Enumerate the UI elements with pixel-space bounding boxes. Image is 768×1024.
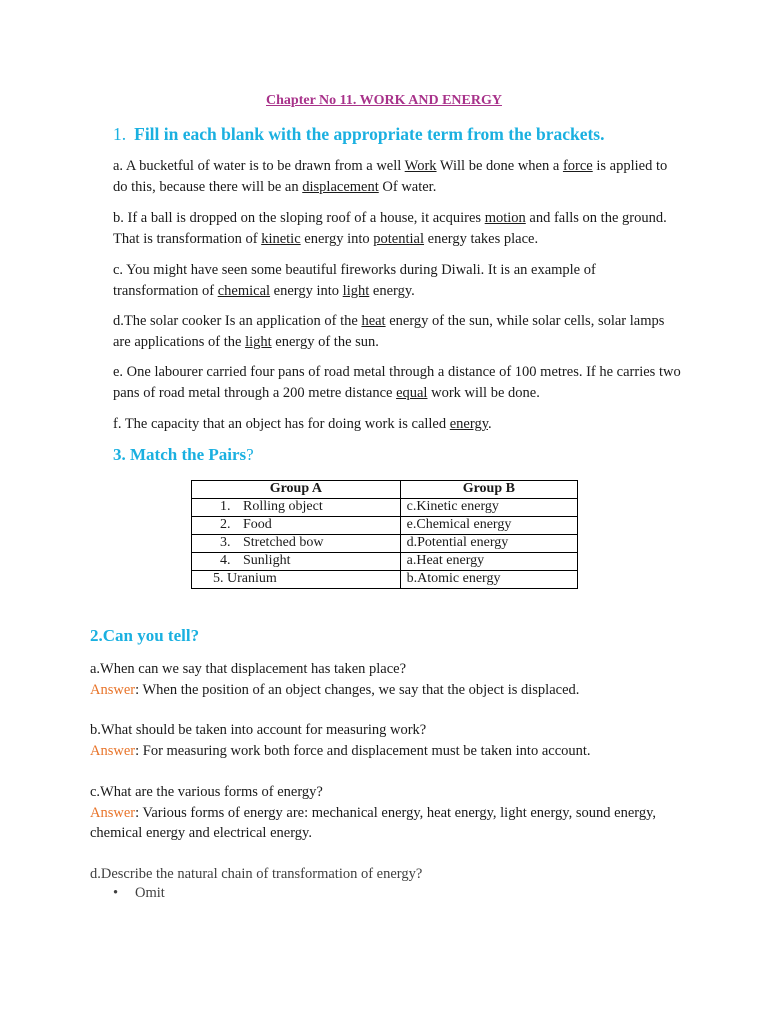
text: energy into (270, 283, 343, 299)
group-a-cell (192, 517, 401, 535)
chapter-title: Chapter No 11. WORK AND ENERGY (266, 93, 502, 108)
table-row (192, 517, 578, 535)
answer-label: Answer (90, 681, 136, 698)
answer-blank: motion (484, 210, 526, 226)
row-number: 3. (220, 535, 231, 551)
text: a. A bucketful of water is to be drawn from a well (113, 158, 405, 174)
group-a-text: Sunlight (243, 553, 291, 569)
group-b-cell: b.Atomic energy (400, 571, 577, 589)
row-number: 1. (220, 499, 231, 515)
text: energy. (369, 283, 415, 299)
text: Will be done when a (436, 158, 563, 174)
row-number: 4. (220, 553, 231, 569)
section2-heading: 2.Can you tell? (90, 626, 200, 645)
text: e. One labourer carried four pans of road metal through a distance of 100 metres. If he carries two pans of road metal through a 200 metre distance (113, 364, 681, 401)
answer-blank: potential (373, 231, 425, 247)
table-row (192, 571, 578, 589)
answer-blank: force (562, 158, 593, 174)
text: f. The capacity that an object has for doing work is called (113, 416, 450, 432)
text: c. You might have seen some beautiful fireworks during Diwali. It is an example of transformation of (113, 262, 596, 299)
section3-heading (113, 445, 254, 465)
group-a-cell (192, 535, 401, 553)
answer-label: Answer (90, 742, 136, 759)
text: energy of the sun, while solar cells, solar lamps are applications of the (113, 313, 665, 350)
text: Of water. (378, 179, 437, 195)
answer-blank: heat (361, 313, 386, 329)
column-header-group-a: Group A (192, 481, 401, 499)
text: work will be done. (427, 385, 540, 401)
text: . (488, 416, 492, 432)
group-a-text: Stretched bow (243, 535, 324, 551)
question: a.When can we say that displacement has taken place? (90, 661, 407, 677)
section3-heading-end: ? (246, 445, 254, 464)
question: c.What are the various forms of energy? (90, 784, 323, 800)
answer-blank: equal (396, 385, 428, 401)
group-a-cell (192, 553, 401, 571)
answer (90, 741, 670, 762)
answer (90, 803, 670, 844)
answer (90, 680, 670, 701)
answer-blank: energy (449, 416, 488, 432)
text: energy takes place. (424, 231, 539, 247)
fill-item-a (113, 156, 683, 198)
bullet-icon: • (113, 885, 119, 901)
bullet-item (113, 885, 165, 902)
answer-blank: light (245, 334, 272, 350)
row-number: 2. (220, 517, 231, 533)
qa-item-b (90, 720, 670, 761)
fill-item-d (113, 311, 683, 353)
group-a-cell (192, 499, 401, 517)
fill-item-e (113, 362, 683, 404)
text: d.The solar cooker Is an application of the (113, 313, 362, 329)
answer-label: Answer (90, 804, 136, 821)
group-a-cell: 5. Uranium (192, 571, 401, 589)
fill-item-c (113, 260, 683, 302)
column-header-group-b: Group B (400, 481, 577, 499)
section3-heading-text: 3. Match the Pairs (113, 445, 247, 464)
answer-blank: chemical (217, 283, 271, 299)
text: is applied to do this, because there will be an (113, 158, 668, 195)
text: energy into (300, 231, 374, 247)
section1-heading-text: Fill in each blank with the appropriate term from the brackets (134, 124, 601, 144)
section1-number: 1. (113, 124, 127, 144)
section1-heading-end: . (600, 124, 605, 144)
group-b-cell: c.Kinetic energy (400, 499, 577, 517)
answer-blank: kinetic (261, 231, 301, 247)
answer-blank: displacement (302, 179, 379, 195)
text: b. If a ball is dropped on the sloping roof of a house, it acquires (113, 210, 485, 226)
text: and falls on the ground. That is transformation of (113, 210, 667, 247)
table-header-row (192, 481, 578, 499)
text: energy of the sun. (271, 334, 379, 350)
fill-item-f (113, 414, 683, 435)
table-row (192, 553, 578, 571)
section1-heading (113, 124, 605, 145)
group-b-cell: d.Potential energy (400, 535, 577, 553)
qa-item-d-question: d.Describe the natural chain of transformation of energy? (90, 866, 423, 882)
group-b-cell: e.Chemical energy (400, 517, 577, 535)
fill-item-b (113, 208, 683, 250)
group-a-text: Food (243, 517, 272, 533)
group-a-text: Rolling object (243, 499, 323, 515)
question: b.What should be taken into account for measuring work? (90, 722, 427, 738)
qa-item-c (90, 782, 670, 844)
match-pairs-table (191, 480, 578, 589)
table-row (192, 499, 578, 517)
answer-text: : For measuring work both force and displacement must be taken into account. (135, 742, 591, 759)
qa-item-a (90, 659, 670, 700)
table-row (192, 535, 578, 553)
answer-text: : When the position of an object changes, we say that the object is displaced. (135, 681, 580, 698)
answer-blank: Work (404, 158, 437, 174)
bullet-text: Omit (135, 885, 165, 901)
answer-text: : Various forms of energy are: mechanical energy, heat energy, light energy, sound energy, chemical energy and electrical energy. (90, 804, 657, 841)
group-b-cell: a.Heat energy (400, 553, 577, 571)
answer-blank: light (342, 283, 370, 299)
